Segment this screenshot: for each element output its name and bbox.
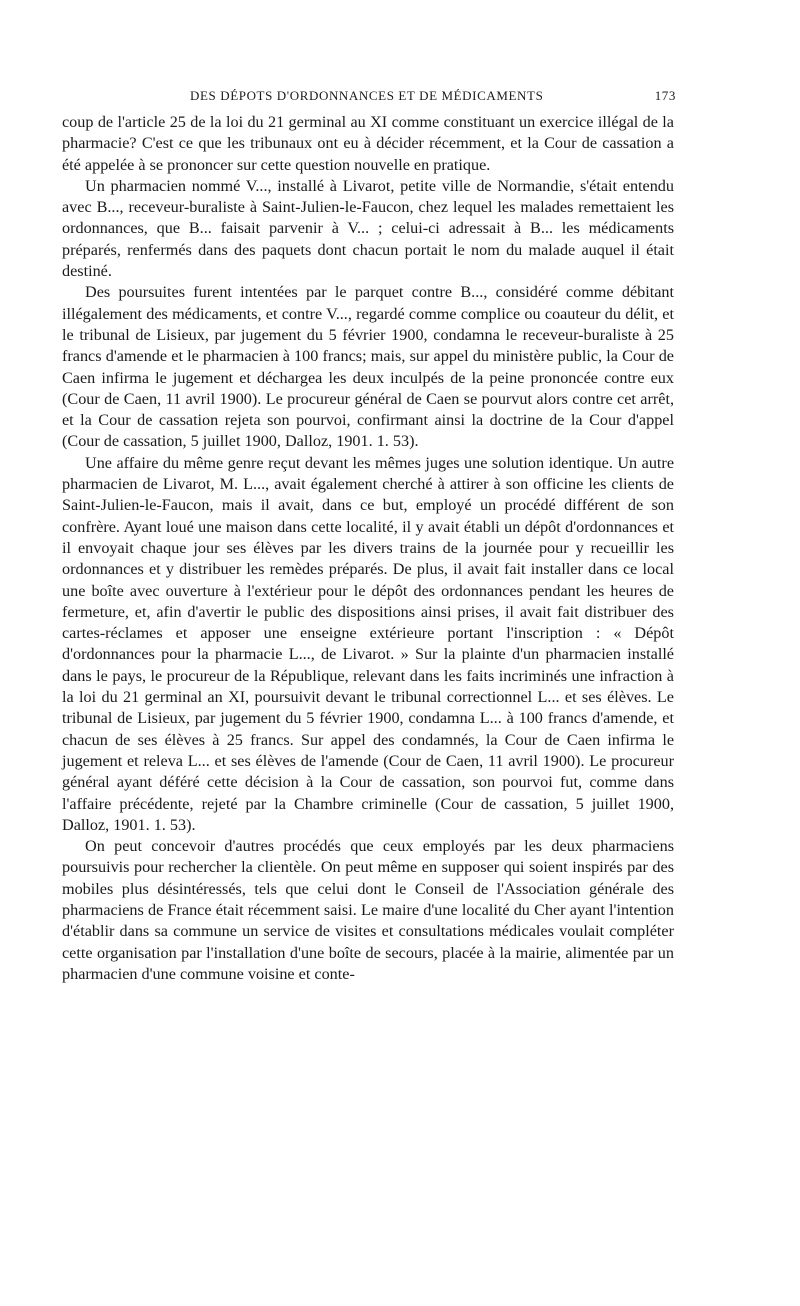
running-title: DES DÉPOTS D'ORDONNANCES ET DE MÉDICAMENTS [190, 88, 544, 103]
running-header [62, 86, 674, 112]
paragraph-continued: coup de l'article 25 de la loi du 21 germinal au XI comme constituant un exercice illégal de la pharmacie? C'est ce que les tribunaux ont eu à décider récemment, et la Cour de cassation a été appelée à se prononcer sur cette question nouvelle en pratique. [62, 113, 674, 174]
paragraph: Des poursuites furent intentées par le parquet contre B..., considéré comme débitant illégalement des médicaments, et contre V..., regardé comme complice ou coauteur du délit, et le tribunal de Lisieux, par jugement du 5 février 1900, condamna le receveur-buraliste à 25 francs d'amende et le pharmacien à 100 francs; mais, sur appel du ministère public, la Cour de Caen infirma le jugement et déchargea les deux inculpés de la peine prononcée contre eux (Cour de Caen, 11 avril 1900). Le procureur général de Caen se pourvut alors contre cet arrêt, et la Cour de cassation rejeta son pourvoi, confirmant ainsi la doctrine de la Cour d'appel (Cour de cassation, 5 juillet 1900, Dalloz, 1901. 1. 53). [62, 283, 674, 451]
document-page [62, 86, 674, 985]
body-text [62, 112, 674, 985]
paragraph: Une affaire du même genre reçut devant les mêmes juges une solution identique. Un autre pharmacien de Livarot, M. L..., avait également cherché à attirer à son officine les clients de Saint-Julien-le-Faucon, mais il avait, dans ce but, employé un procédé différent de son confrère. Ayant loué une maison dans cette localité, il y avait établi un dépôt d'ordonnances et il envoyait chaque jour ses élèves par les divers trains de la journée pour y recueillir les ordonnances et y distribuer les remèdes préparés. De plus, il avait fait installer dans ce local une boîte avec ouverture à l'extérieur pour le dépôt des ordonnances pendant les heures de fermeture, et, afin d'avertir le public des dispositions ainsi prises, il avait fait distribuer des cartes-réclames et apposer une enseigne extérieure portant l'inscription : « Dépôt d'ordonnances pour la pharmacie L..., de Livarot. » Sur la plainte d'un pharmacien installé dans le pays, le procureur de la République, relevant dans les faits incriminés une infraction à la loi du 21 germinal an XI, poursuivit devant le tribunal correctionnel L... et ses élèves. Le tribunal de Lisieux, par jugement du 5 février 1900, condamna L... à 100 francs d'amende, et chacun de ses élèves à 25 francs. Sur appel des condamnés, la Cour de Caen infirma le jugement et releva L... et ses élèves de l'amende (Cour de Caen, 11 avril 1900). Le procureur général ayant déféré cette décision à la Cour de cassation, son pourvoi fut, comme dans l'affaire précédente, rejeté par la Chambre criminelle (Cour de cassation, 5 juillet 1900, Dalloz, 1901. 1. 53). [62, 453, 674, 834]
paragraph: Un pharmacien nommé V..., installé à Livarot, petite ville de Normandie, s'était entendu avec B..., receveur-buraliste à Saint-Julien-le-Faucon, chez lequel les malades remettaient les ordonnances, que B... faisait parvenir à V... ; celui-ci adressait à B... les médicaments préparés, renfermés dans des paquets dont chacun portait le nom du malade auquel il était destiné. [62, 176, 674, 281]
page-number: 173 [654, 88, 676, 103]
paragraph: On peut concevoir d'autres procédés que ceux employés par les deux pharmaciens poursuivis pour rechercher la clientèle. On peut même en supposer qui soient inspirés par des mobiles plus désintéressés, tels que celui dont le Conseil de l'Association générale des pharmaciens de France était récemment saisi. Le maire d'une localité du Cher ayant l'intention d'établir dans sa commune un service de visites et consultations médicales voulait compléter cette organisation par l'installation d'une boîte de secours, placée à la mairie, alimentée par un pharmacien d'une commune voisine et conte- [62, 837, 674, 983]
